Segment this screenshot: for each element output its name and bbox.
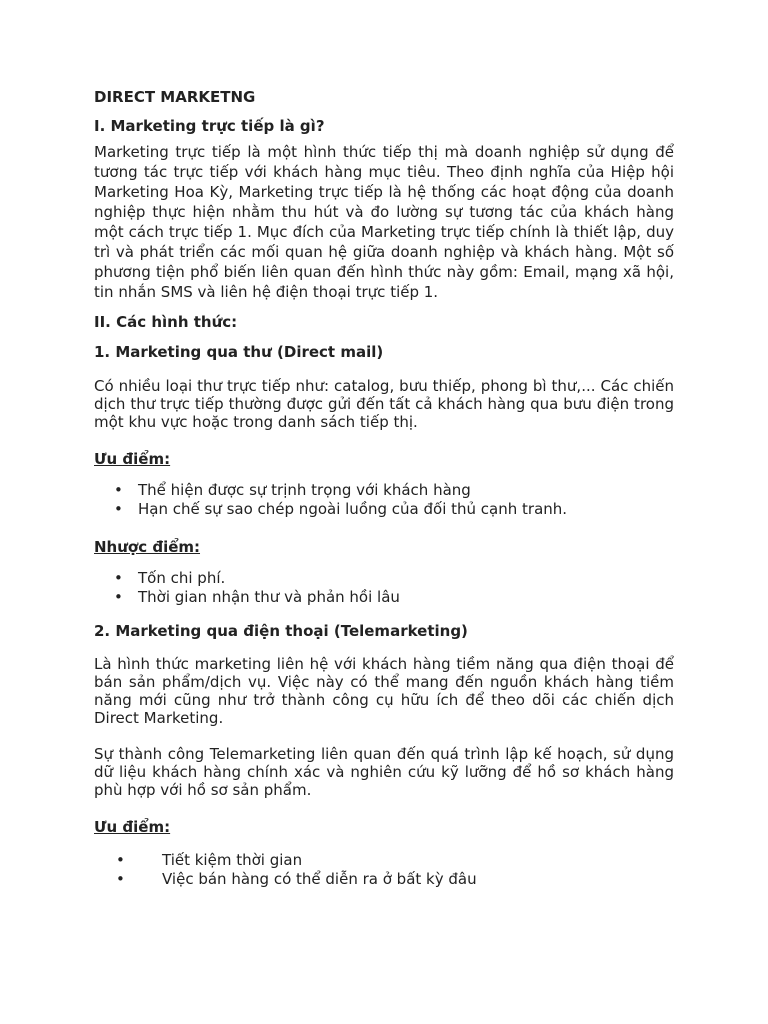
- direct-mail-heading: 1. Marketing qua thư (Direct mail): [94, 343, 384, 361]
- direct-mail-cons-label: Nhược điểm:: [94, 538, 201, 556]
- direct-mail-pros-list: [94, 481, 674, 519]
- bullet-icon: •: [116, 870, 125, 888]
- telemarketing-paragraph-2: Sự thành công Telemarketing liên quan đến quá trình lập kế hoạch, sử dụng dữ liệu khách hàng chính xác và nghiên cứu kỹ lưỡng để hồ sơ khách hàng phù hợp với hồ sơ sản phẩm.: [94, 745, 674, 799]
- list-item: • Thể hiện được sự trịnh trọng với khách hàng: [114, 481, 471, 499]
- bullet-icon: •: [116, 851, 125, 869]
- bullet-icon: •: [114, 500, 123, 518]
- telemarketing-heading: 2. Marketing qua điện thoại (Telemarketing): [94, 622, 468, 640]
- bullet-icon: •: [114, 481, 123, 499]
- list-item: • Tốn chi phí.: [114, 569, 226, 587]
- document-page: [94, 87, 674, 889]
- direct-mail-cons-list: [94, 569, 674, 607]
- telemarketing-paragraph-1: Là hình thức marketing liên hệ với khách hàng tiềm năng qua điện thoại để bán sản phẩm/dịch vụ. Việc này có thể mang đến nguồn khách hàng tiềm năng mới cũng như trở thành công cụ hữu ích để theo dõi các chiến dịch Direct Marketing.: [94, 655, 674, 727]
- list-item: • Việc bán hàng có thể diễn ra ở bất kỳ đâu: [116, 870, 477, 888]
- document-title: DIRECT MARKETNG: [94, 88, 256, 106]
- section2-heading: II. Các hình thức:: [94, 313, 238, 331]
- list-item: • Hạn chế sự sao chép ngoài luồng của đối thủ cạnh tranh.: [114, 500, 568, 518]
- list-item: • Thời gian nhận thư và phản hồi lâu: [114, 588, 400, 606]
- bullet-icon: •: [114, 569, 123, 587]
- direct-mail-paragraph: Có nhiều loại thư trực tiếp như: catalog, bưu thiếp, phong bì thư,... Các chiến dịch thư trực tiếp thường được gửi đến tất cả khách hàng qua bưu điện trong một khu vực hoặc trong danh sách tiếp thị.: [94, 377, 674, 431]
- section1-paragraph: Marketing trực tiếp là một hình thức tiếp thị mà doanh nghiệp sử dụng để tương tác trực tiếp với khách hàng mục tiêu. Theo định nghĩa của Hiệp hội Marketing Hoa Kỳ, Marketing trực tiếp là hệ thống các hoạt động của doanh nghiệp thực hiện nhằm thu hút và đo lường sự tương tác của khách hàng một cách trực tiếp 1. Mục đích của Marketing trực tiếp chính là thiết lập, duy trì và phát triển các mối quan hệ giữa doanh nghiệp và khách hàng. Một số phương tiện phổ biến liên quan đến hình thức này gồm: Email, mạng xã hội, tin nhắn SMS và liên hệ điện thoại trực tiếp 1.: [94, 143, 674, 301]
- bullet-icon: •: [114, 588, 123, 606]
- list-item: • Tiết kiệm thời gian: [116, 851, 303, 869]
- direct-mail-pros-label: Ưu điểm:: [94, 450, 171, 468]
- telemarketing-pros-label: Ưu điểm:: [94, 818, 171, 836]
- section1-heading: I. Marketing trực tiếp là gì?: [94, 117, 325, 135]
- telemarketing-pros-list: [94, 851, 674, 889]
